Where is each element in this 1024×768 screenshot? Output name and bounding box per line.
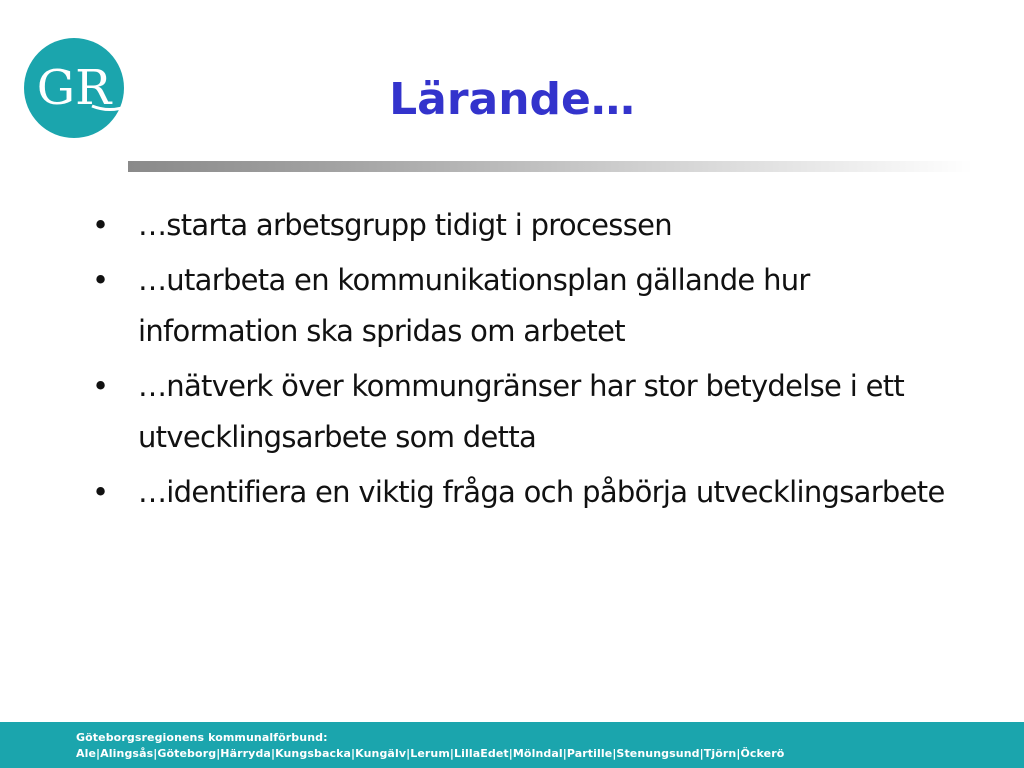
- bullet-item: [92, 255, 952, 357]
- bullet-marker: •: [92, 208, 109, 242]
- bullet-text: …identifiera en viktig fråga och påbörja utvecklingsarbete: [138, 475, 945, 509]
- gr-logo-text: GR: [36, 60, 112, 116]
- bullet-item: [92, 361, 952, 463]
- gr-logo-mark: [22, 36, 142, 140]
- footer-organization: Göteborgsregionens kommunalförbund:: [76, 731, 328, 744]
- bullet-text: …nätverk över kommungränser har stor betydelse i ett utvecklingsarbete som detta: [138, 369, 905, 454]
- bullet-text: …utarbeta en kommunikationsplan gällande hur information ska spridas om arbetet: [138, 263, 810, 348]
- footer-band: [0, 722, 1024, 768]
- bullet-list: [92, 200, 952, 522]
- bullet-marker: •: [92, 475, 109, 509]
- slide-title: Lärande…: [389, 74, 635, 125]
- footer-municipalities: Ale|Alingsås|Göteborg|Härryda|Kungsbacka|Kungälv|Lerum|LillaEdet|Mölndal|Partille|Stenungsund|Tjörn|Öckerö: [76, 747, 785, 760]
- bullet-marker: •: [92, 369, 109, 403]
- bullet-item: [92, 200, 952, 251]
- bullet-marker: •: [92, 263, 109, 297]
- gr-logo: [22, 36, 142, 140]
- title-divider: [128, 161, 973, 172]
- bullet-item: [92, 467, 952, 518]
- bullet-text: …starta arbetsgrupp tidigt i processen: [138, 208, 672, 242]
